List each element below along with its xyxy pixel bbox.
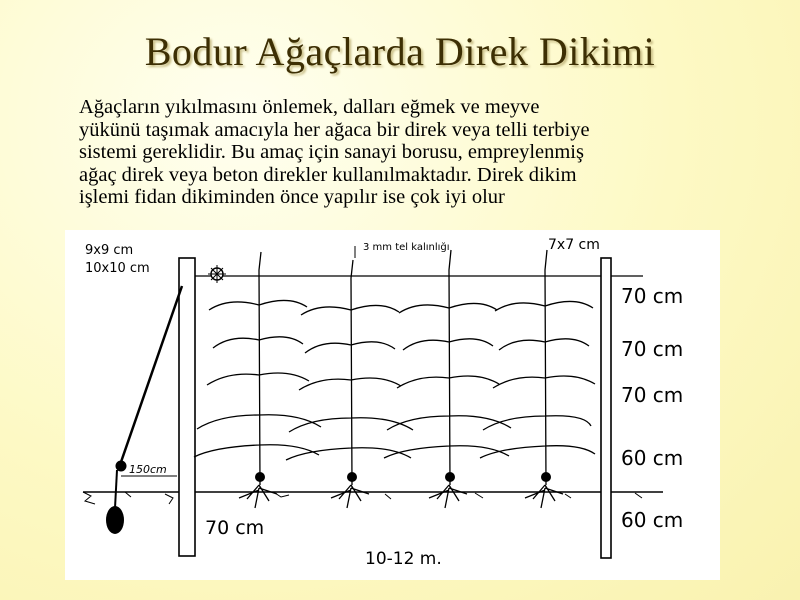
fruit-tree bbox=[384, 250, 511, 508]
graft-union bbox=[255, 472, 265, 482]
trellis-diagram bbox=[65, 230, 720, 580]
body-line: yükünü taşımak amacıyla her ağaca bir direk veya telli terbiye bbox=[79, 118, 590, 141]
inner-post bbox=[601, 258, 611, 558]
trellis-figure bbox=[65, 230, 720, 580]
body-line: sistemi gereklidir. Bu amaç için sanayi borusu, empreylenmiş bbox=[79, 141, 584, 163]
ground-anchor bbox=[106, 506, 124, 534]
row-length-label: 10-12 m. bbox=[365, 549, 442, 569]
fruit-tree bbox=[480, 250, 595, 508]
post-size-label: 10x10 cm bbox=[85, 261, 150, 276]
spacing-label: 70 cm bbox=[621, 284, 684, 308]
post-size-label: 9x9 cm bbox=[85, 243, 134, 258]
soil-texture bbox=[83, 492, 642, 504]
graft-union bbox=[347, 472, 357, 482]
wire-thickness-label: 3 mm tel kalınlığı bbox=[363, 242, 450, 253]
wire-knot bbox=[116, 461, 127, 472]
spacing-label: 70 cm bbox=[621, 337, 684, 361]
spacing-label: 70 cm bbox=[621, 383, 684, 407]
fruit-tree bbox=[286, 260, 413, 508]
anchor-distance-label: 150cm bbox=[129, 463, 167, 476]
graft-union bbox=[541, 472, 551, 482]
anchor-rod bbox=[115, 470, 117, 508]
slide-title: Bodur Ağaçlarda Direk Dikimi bbox=[144, 29, 656, 74]
guy-wire bbox=[121, 286, 182, 462]
body-line: işlemi fidan dikiminden önce yapılır ise çok iyi olur bbox=[79, 186, 505, 208]
depth-label: 70 cm bbox=[205, 517, 265, 539]
graft-union bbox=[445, 472, 455, 482]
slide-body bbox=[79, 96, 759, 209]
inner-post-size-label: 7x7 cm bbox=[548, 237, 600, 253]
tensioner-spokes bbox=[208, 265, 226, 283]
body-line: ağaç direk veya beton direkler kullanılmaktadır. Direk dikim bbox=[79, 163, 577, 186]
end-post bbox=[179, 258, 195, 556]
fruit-tree bbox=[194, 252, 321, 508]
spacing-label: 60 cm bbox=[621, 446, 684, 470]
body-line: Ağaçların yıkılmasını önlemek, dalları eğmek ve meyve bbox=[79, 96, 540, 118]
spacing-label: 60 cm bbox=[621, 508, 684, 532]
